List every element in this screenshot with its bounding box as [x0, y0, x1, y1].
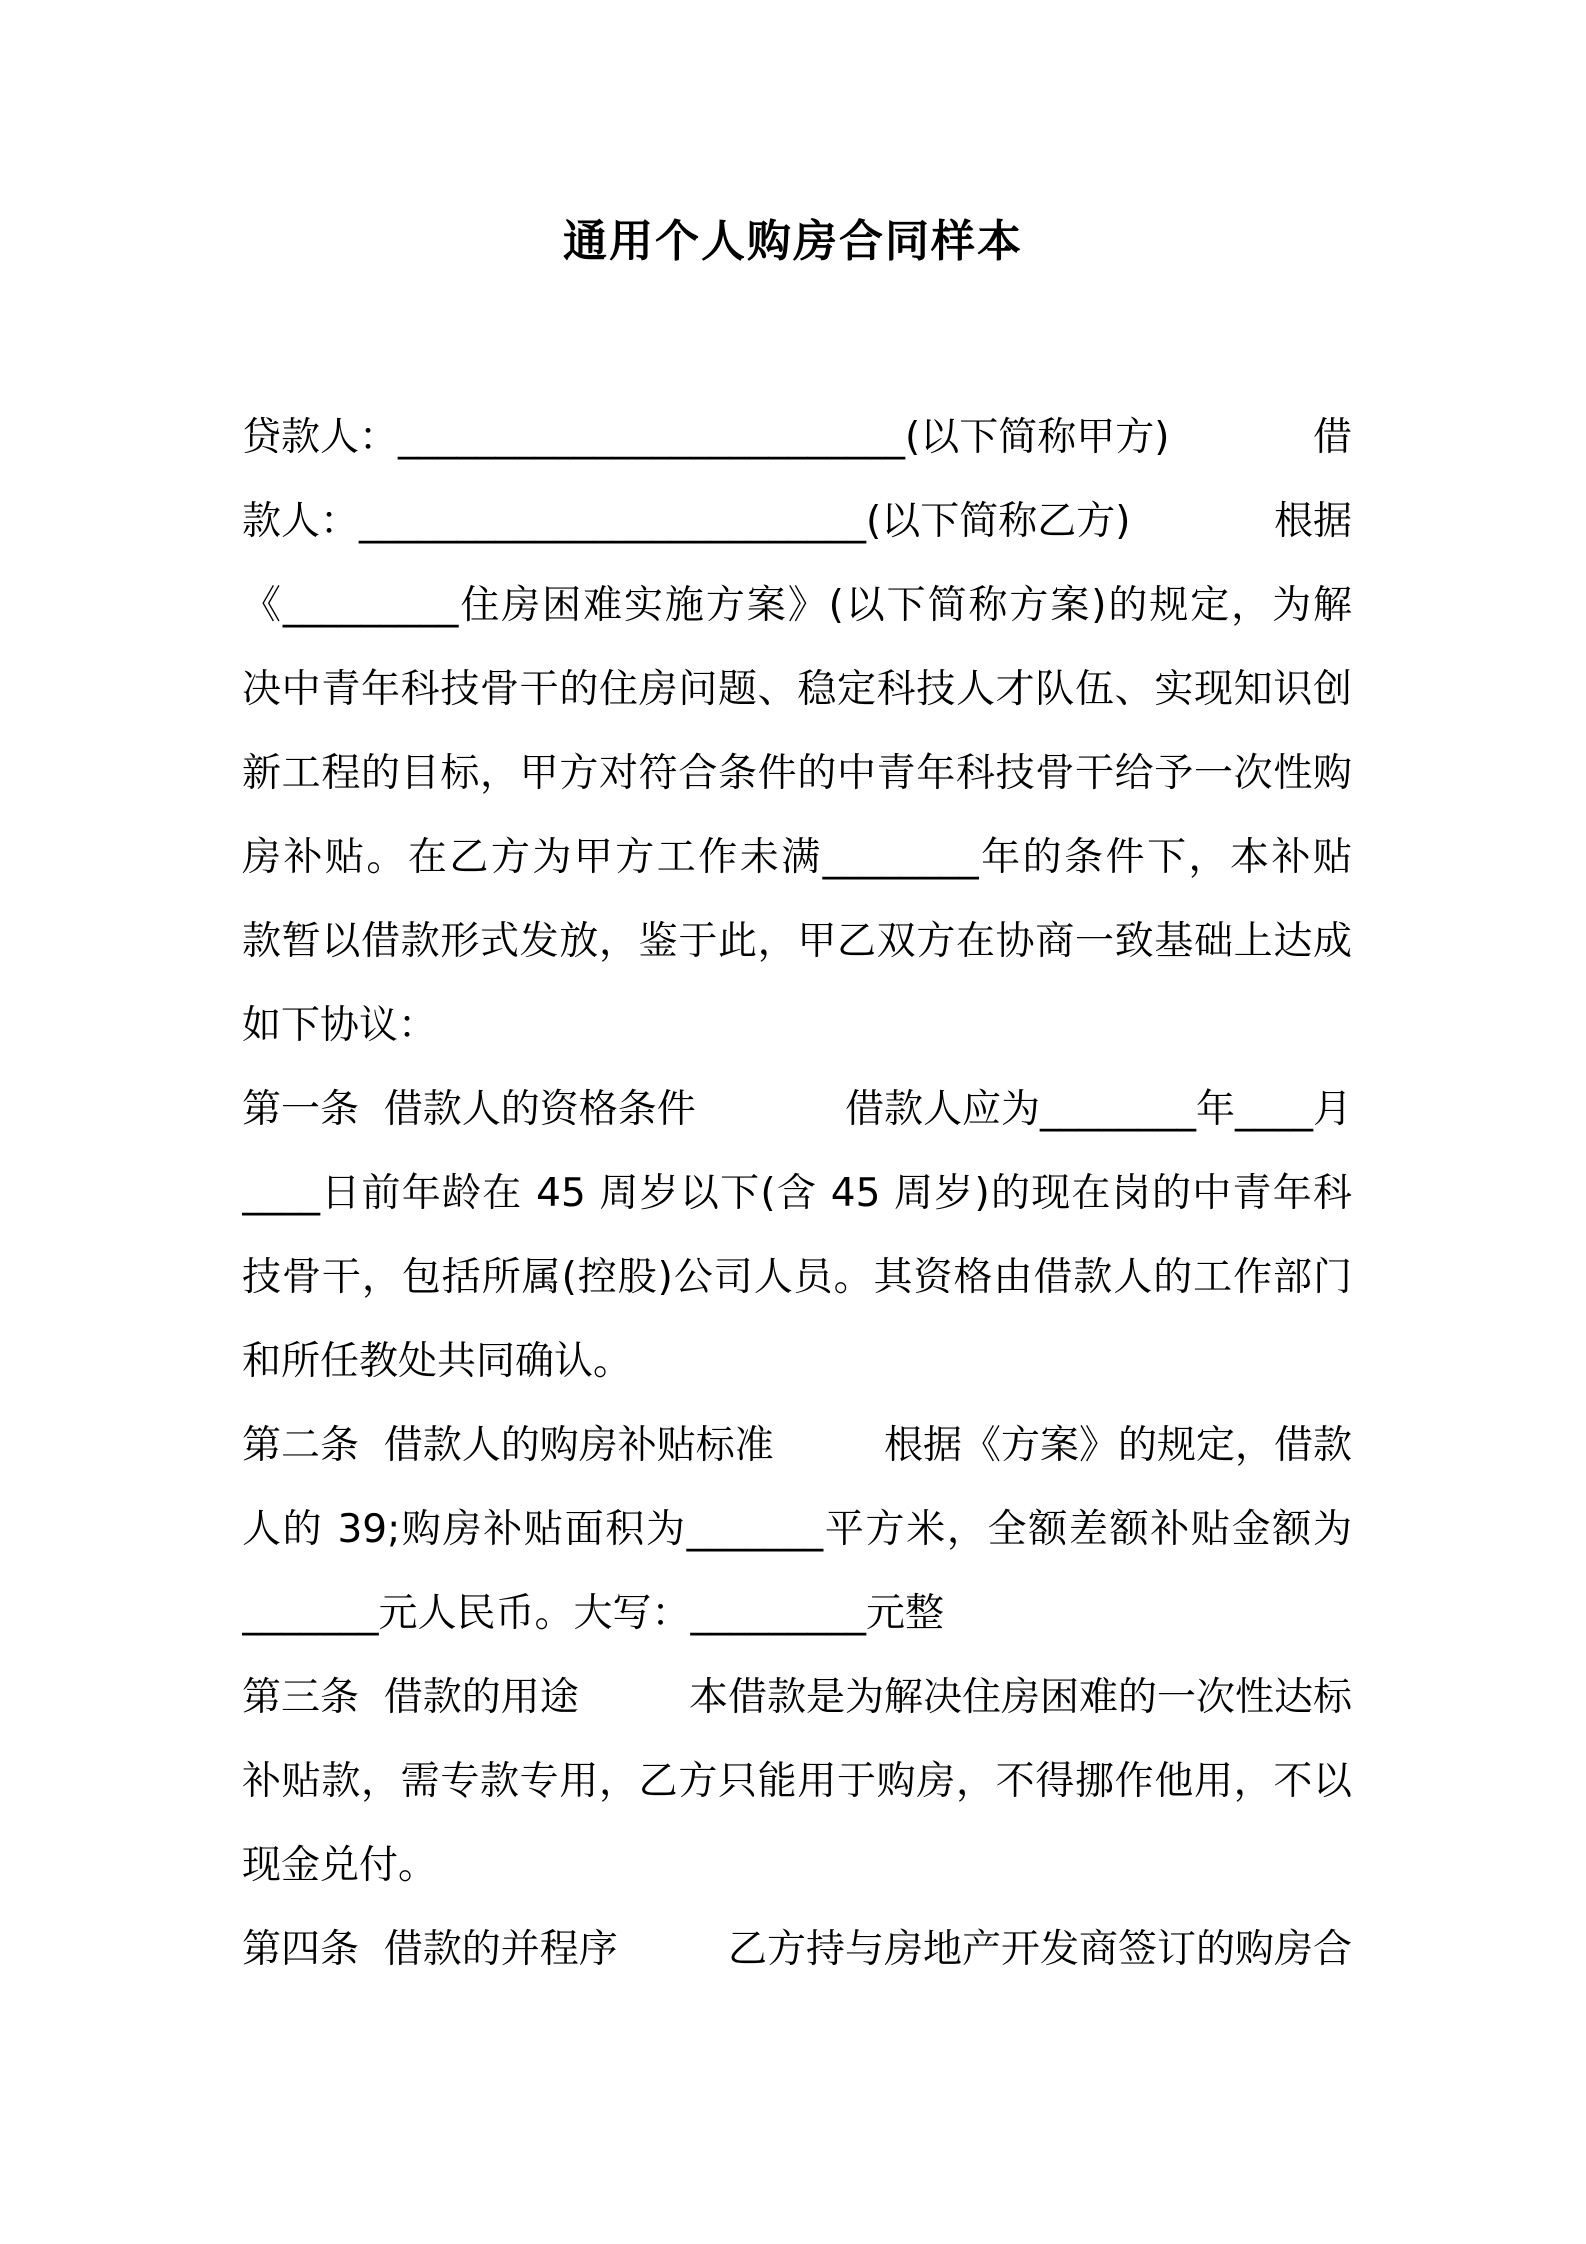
- line-end-text: 根据: [1273, 499, 1352, 544]
- text-line: 如下协议：: [242, 1003, 438, 1048]
- article-3-heading-line: [242, 1668, 1352, 1728]
- text-line: 新工程的目标，甲方对符合条件的中青年科技骨干给予一次性购: [242, 751, 1352, 796]
- text-line: 技骨干，包括所属(控股)公司人员。其资格由借款人的工作部门: [242, 1255, 1352, 1300]
- article-2-heading-line: [242, 1416, 1352, 1476]
- article-text: 本借款是为解决住房困难的一次性达标: [688, 1675, 1352, 1720]
- document-title: 通用个人购房合同样本: [563, 216, 1023, 267]
- article-text: 根据《方案》的规定，借款: [883, 1423, 1352, 1468]
- article-1-heading-line: [242, 1080, 1352, 1140]
- text-line: [242, 408, 1352, 468]
- article-text: 借款人应为________年____月: [844, 1087, 1352, 1132]
- article-4-heading-line: [242, 1920, 1352, 1980]
- text-line: 现金兑付。: [242, 1843, 438, 1888]
- text-line: 补贴款，需专款专用，乙方只能用于购房，不得挪作他用，不以: [242, 1759, 1352, 1804]
- text-line: _______元人民币。大写：_________元整: [242, 1591, 945, 1636]
- text-line: 人的 39;购房补贴面积为_______平方米，全额差额补贴金额为: [242, 1507, 1352, 1552]
- text-line: 决中青年科技骨干的住房问题、稳定科技人才队伍、实现知识创: [242, 667, 1352, 712]
- text-line: 和所任教处共同确认。: [242, 1339, 633, 1384]
- text-line: [242, 492, 1352, 552]
- line-end-text: 借: [1312, 415, 1352, 460]
- borrower-label-line: 款人：__________________________(以下简称乙方): [242, 499, 1131, 544]
- article-heading: 第三条 借款的用途: [242, 1675, 579, 1720]
- lender-label-line: 贷款人：__________________________(以下简称甲方): [242, 415, 1170, 460]
- text-line: 房补贴。在乙方为甲方工作未满________年的条件下，本补贴: [242, 835, 1352, 880]
- text-line: ____日前年龄在 45 周岁以下(含 45 周岁)的现在岗的中青年科: [242, 1171, 1352, 1216]
- article-heading: 第一条 借款人的资格条件: [242, 1087, 696, 1132]
- text-line: 款暂以借款形式发放，鉴于此，甲乙双方在协商一致基础上达成: [242, 919, 1352, 964]
- article-text: 乙方持与房地产开发商签订的购房合: [727, 1927, 1352, 1972]
- text-line: 《_________住房困难实施方案》(以下简称方案)的规定，为解: [242, 583, 1352, 628]
- article-heading: 第二条 借款人的购房补贴标准: [242, 1423, 774, 1468]
- article-heading: 第四条 借款的并程序: [242, 1927, 618, 1972]
